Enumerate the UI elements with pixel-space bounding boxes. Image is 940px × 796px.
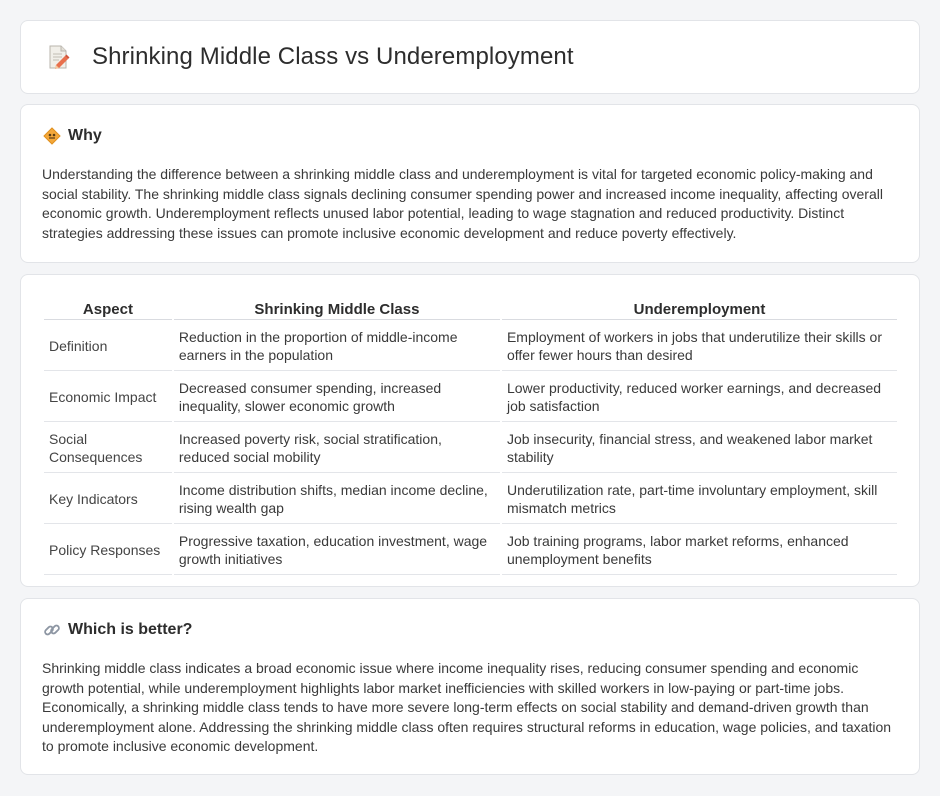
better-heading-row — [43, 621, 192, 639]
diamond-sign-icon — [43, 127, 61, 145]
comparison-table — [42, 297, 899, 577]
row-underemployment: Lower productivity, reduced worker earnings, and decreased job satisfaction — [502, 373, 897, 422]
row-shrinking-middle-class: Decreased consumer spending, increased inequality, slower economic growth — [174, 373, 500, 422]
row-underemployment: Employment of workers in jobs that underutilize their skills or offer fewer hours than desired — [502, 322, 897, 371]
why-heading: Why — [68, 127, 102, 144]
row-shrinking-middle-class: Progressive taxation, education investment, wage growth initiatives — [174, 526, 500, 575]
row-aspect: Economic Impact — [44, 373, 172, 422]
header-shrinking-middle-class: Shrinking Middle Class — [174, 299, 500, 320]
better-heading: Which is better? — [68, 621, 193, 638]
table-row — [44, 424, 897, 473]
better-body: Shrinking middle class indicates a broad economic issue where income inequality rises, reducing consumer spending and economic growth potential, while underemployment highlights labor market inefficiencies with skilled workers in low-paying or part-time jobs. Economically, a shrinking middle class tends to have more severe long-term effects on social stability and demand-driven growth than underemployment alone. Addressing the shrinking middle class often requires structural reforms in education, wage policies, and taxation to promote inclusive economic development. — [42, 660, 892, 754]
why-body: Understanding the difference between a shrinking middle class and underemployment is vital for targeted economic policy-making and social stability. The shrinking middle class signals declining consumer spending power and increased income inequality, affecting overall economic growth. Underemployment reflects unused labor potential, leading to wage stagnation and reduced productivity. Distinct strategies addressing these issues can promote inclusive economic development and reduce poverty effectively. — [42, 166, 883, 241]
row-aspect: Policy Responses — [44, 526, 172, 575]
table-row — [44, 373, 897, 422]
table-header-row — [44, 299, 897, 320]
row-aspect: Definition — [44, 322, 172, 371]
header-underemployment: Underemployment — [502, 299, 897, 320]
document-pencil-icon — [47, 44, 71, 70]
row-underemployment: Job insecurity, financial stress, and weakened labor market stability — [502, 424, 897, 473]
why-heading-row — [43, 127, 102, 145]
row-aspect: Key Indicators — [44, 475, 172, 524]
page-title: Shrinking Middle Class vs Underemployment — [92, 43, 574, 70]
which-is-better-section — [20, 598, 920, 775]
table-row — [44, 526, 897, 575]
row-shrinking-middle-class: Income distribution shifts, median income decline, rising wealth gap — [174, 475, 500, 524]
row-shrinking-middle-class: Increased poverty risk, social stratification, reduced social mobility — [174, 424, 500, 473]
row-aspect: Social Consequences — [44, 424, 172, 473]
table-row — [44, 322, 897, 371]
comparison-card — [20, 274, 920, 587]
header-aspect: Aspect — [44, 299, 172, 320]
why-section — [20, 104, 920, 263]
header-card — [20, 20, 920, 94]
row-underemployment: Underutilization rate, part-time involuntary employment, skill mismatch metrics — [502, 475, 897, 524]
title-row — [47, 43, 574, 71]
row-underemployment: Job training programs, labor market reforms, enhanced unemployment benefits — [502, 526, 897, 575]
link-icon — [43, 621, 61, 639]
row-shrinking-middle-class: Reduction in the proportion of middle-income earners in the population — [174, 322, 500, 371]
table-row — [44, 475, 897, 524]
